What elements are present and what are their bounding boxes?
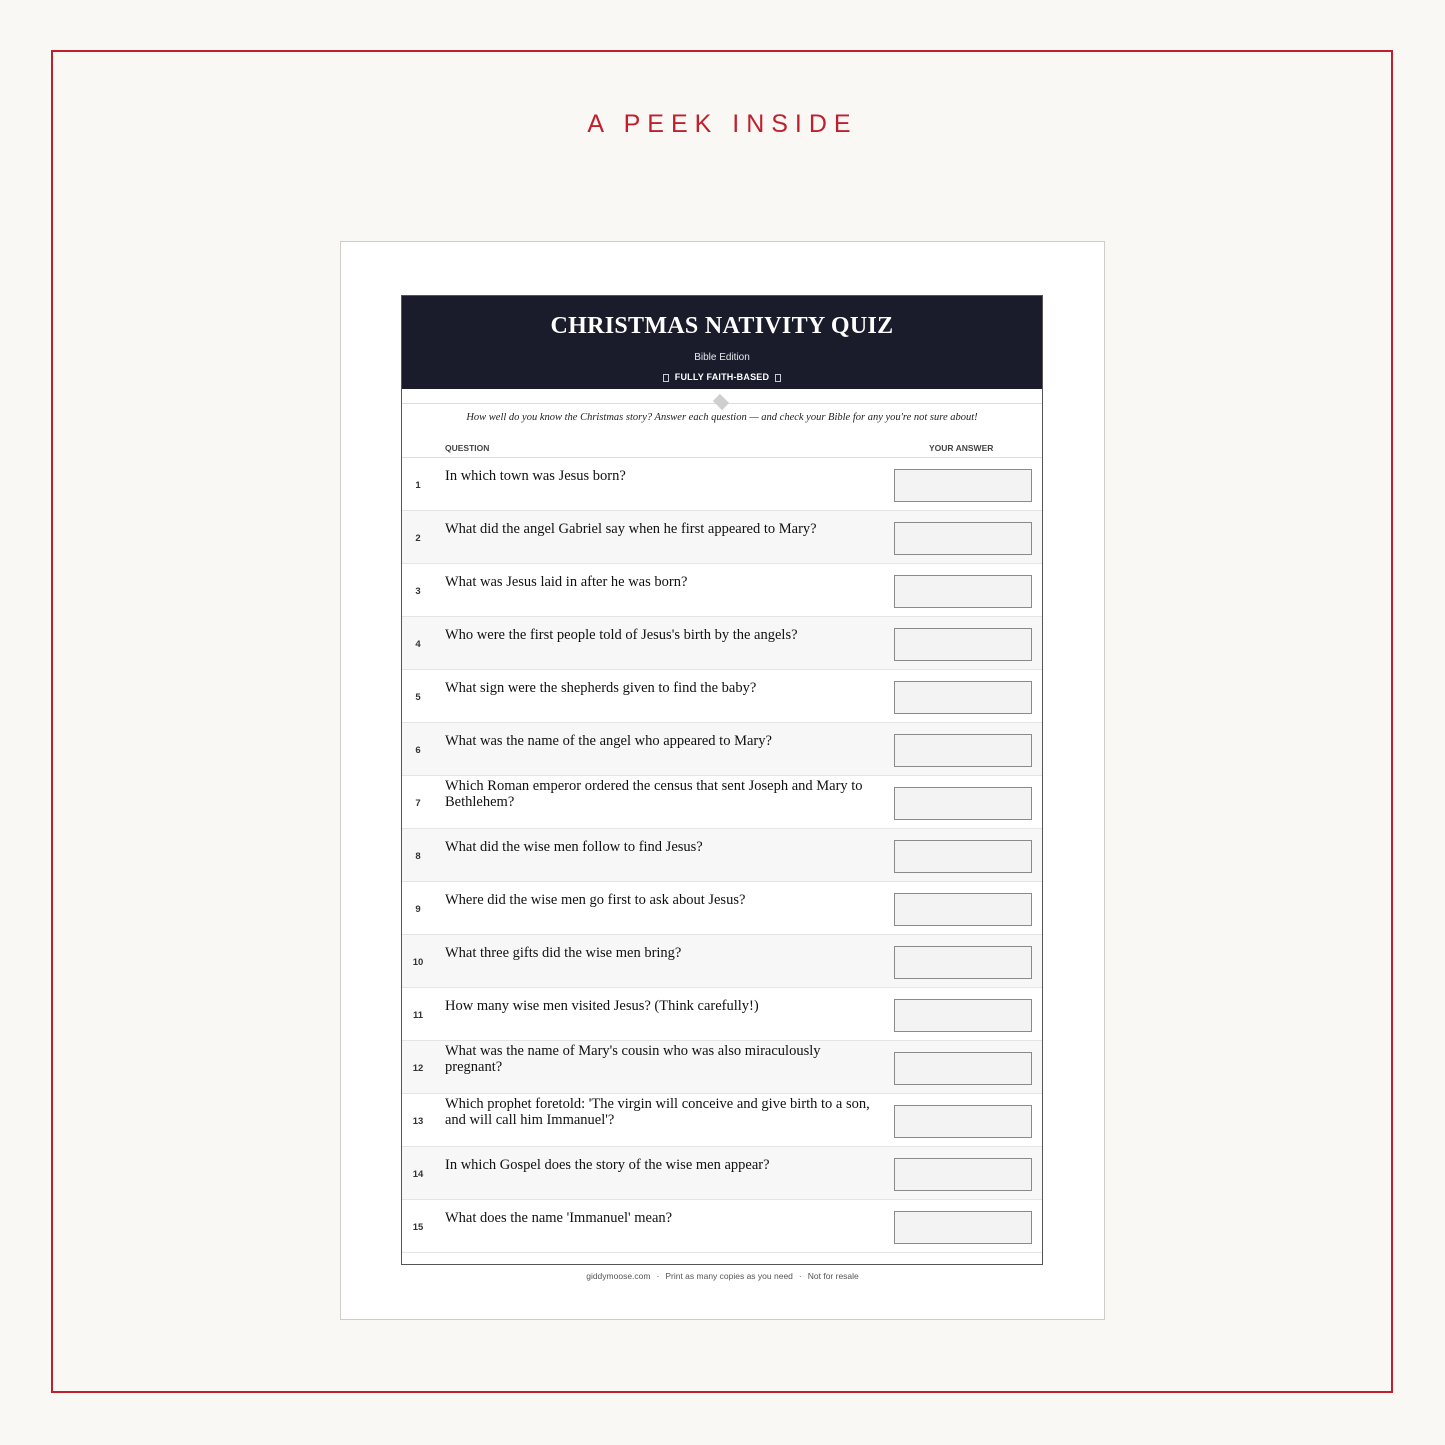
- footer-separator: ·: [798, 1271, 802, 1281]
- question-number: 14: [412, 1169, 424, 1180]
- question-number: 7: [415, 798, 421, 809]
- question-list: [402, 457, 1042, 1253]
- question-row: [402, 670, 1042, 723]
- answer-box[interactable]: [894, 575, 1032, 608]
- question-row: [402, 1147, 1042, 1200]
- quiz-title: CHRISTMAS NATIVITY QUIZ: [550, 313, 894, 339]
- answer-box[interactable]: [894, 1211, 1032, 1244]
- question-number: 5: [415, 692, 421, 703]
- page-heading: A PEEK INSIDE: [587, 110, 858, 138]
- question-text: Which prophet foretold: 'The virgin will conceive and give birth to a son, and will call him Immanuel'?: [445, 1096, 870, 1128]
- badge-left-icon: [663, 374, 669, 382]
- question-number: 12: [412, 1063, 424, 1074]
- question-number: 4: [415, 639, 421, 650]
- question-number: 10: [412, 957, 424, 968]
- faith-badge: [402, 372, 1042, 382]
- question-row: [402, 723, 1042, 776]
- answer-box[interactable]: [894, 946, 1032, 979]
- question-row: [402, 1200, 1042, 1253]
- question-row: [402, 935, 1042, 988]
- quiz-subtitle: Bible Edition: [694, 352, 750, 363]
- question-text: How many wise men visited Jesus? (Think carefully!): [445, 998, 759, 1014]
- question-text: What sign were the shepherds given to find the baby?: [445, 680, 757, 696]
- question-text: What does the name 'Immanuel' mean?: [445, 1210, 673, 1226]
- question-number: 13: [412, 1116, 424, 1127]
- question-text: What three gifts did the wise men bring?: [445, 945, 682, 961]
- column-header-question: QUESTION: [445, 443, 490, 453]
- question-number: 1: [415, 480, 421, 491]
- intro-text: How well do you know the Christmas story? Answer each question — and check your Bible for any you're not sure about!: [466, 412, 978, 423]
- answer-box[interactable]: [894, 681, 1032, 714]
- question-row: [402, 458, 1042, 511]
- question-text: What did the angel Gabriel say when he first appeared to Mary?: [445, 521, 817, 537]
- question-text: What did the wise men follow to find Jesus?: [445, 839, 703, 855]
- footer: [340, 1271, 1105, 1281]
- question-row: [402, 617, 1042, 670]
- badge-right-icon: [775, 374, 781, 382]
- answer-box[interactable]: [894, 1105, 1032, 1138]
- column-header-answer: YOUR ANSWER: [929, 443, 994, 453]
- question-row: [402, 882, 1042, 935]
- question-text: In which Gospel does the story of the wise men appear?: [445, 1157, 770, 1173]
- answer-box[interactable]: [894, 734, 1032, 767]
- question-text: Where did the wise men go first to ask about Jesus?: [445, 892, 746, 908]
- footer-note-resale: Not for resale: [807, 1271, 859, 1281]
- question-number: 2: [415, 533, 421, 544]
- question-row: [402, 1041, 1042, 1094]
- footer-separator: ·: [656, 1271, 660, 1281]
- question-row: [402, 829, 1042, 882]
- question-text: Who were the first people told of Jesus's birth by the angels?: [445, 627, 798, 643]
- question-number: 6: [415, 745, 421, 756]
- diamond-ornament-icon: [713, 394, 729, 410]
- question-text: What was the name of Mary's cousin who was also miraculously pregnant?: [445, 1043, 821, 1075]
- answer-box[interactable]: [894, 628, 1032, 661]
- answer-box[interactable]: [894, 522, 1032, 555]
- answer-box[interactable]: [894, 469, 1032, 502]
- badge-label: FULLY FAITH-BASED: [674, 372, 770, 382]
- question-row: [402, 1094, 1042, 1147]
- question-text: What was the name of the angel who appeared to Mary?: [445, 733, 772, 749]
- question-number: 3: [415, 586, 421, 597]
- answer-box[interactable]: [894, 1052, 1032, 1085]
- quiz-sheet: [401, 295, 1043, 1265]
- footer-note-copies: Print as many copies as you need: [665, 1271, 793, 1281]
- footer-site: giddymoose.com: [586, 1271, 651, 1281]
- answer-box[interactable]: [894, 840, 1032, 873]
- answer-box[interactable]: [894, 787, 1032, 820]
- question-row: [402, 511, 1042, 564]
- question-row: [402, 564, 1042, 617]
- question-number: 9: [415, 904, 421, 915]
- question-number: 15: [412, 1222, 424, 1233]
- answer-box[interactable]: [894, 999, 1032, 1032]
- question-number: 8: [415, 851, 421, 862]
- question-row: [402, 988, 1042, 1041]
- question-number: 11: [412, 1010, 424, 1021]
- question-text: What was Jesus laid in after he was born?: [445, 574, 688, 590]
- question-text: Which Roman emperor ordered the census that sent Joseph and Mary to Bethlehem?: [445, 778, 863, 810]
- quiz-header: [402, 296, 1042, 389]
- answer-box[interactable]: [894, 893, 1032, 926]
- question-text: In which town was Jesus born?: [445, 468, 626, 484]
- question-row: [402, 776, 1042, 829]
- answer-box[interactable]: [894, 1158, 1032, 1191]
